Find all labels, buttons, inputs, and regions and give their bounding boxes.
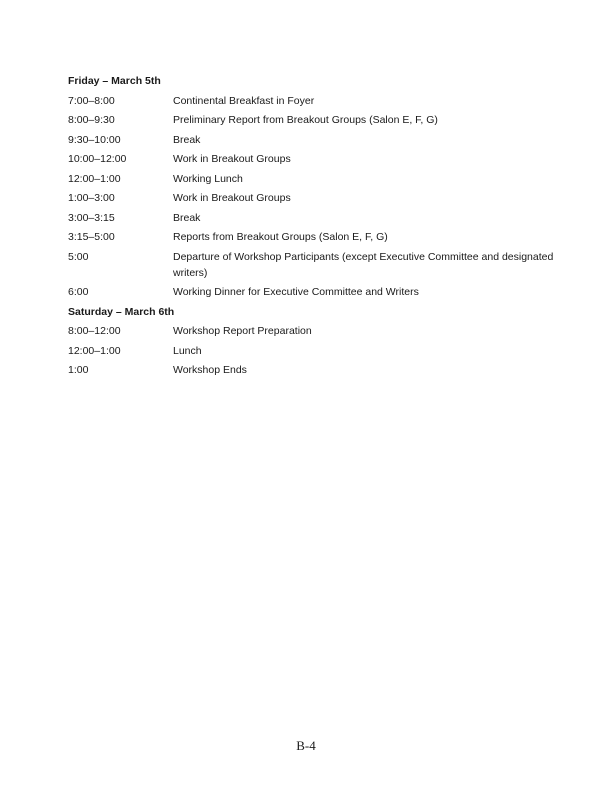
schedule-row <box>68 343 544 359</box>
schedule-row <box>68 249 554 281</box>
event-cell: Reports from Breakout Groups (Salon E, F, G) <box>173 231 388 243</box>
time-cell: 5:00 <box>68 250 89 263</box>
time-cell: 1:00–3:00 <box>68 192 115 204</box>
schedule-row <box>68 151 544 167</box>
event-cell: Lunch <box>173 344 202 357</box>
schedule-row <box>68 210 544 226</box>
event-cell: Work in Breakout Groups <box>173 192 291 204</box>
schedule-row <box>68 112 544 128</box>
day-heading: Friday – March 5th <box>68 75 161 87</box>
schedule-row <box>68 284 544 300</box>
time-cell: 3:15–5:00 <box>68 231 115 243</box>
time-cell: 8:00–9:30 <box>68 114 115 126</box>
schedule-row <box>68 362 544 378</box>
page-number: B-4 <box>296 738 316 753</box>
time-cell: 7:00–8:00 <box>68 94 115 107</box>
event-cell: Workshop Ends <box>173 364 247 376</box>
event-cell: Preliminary Report from Breakout Groups (Salon E, F, G) <box>173 114 438 126</box>
day-section <box>68 73 554 300</box>
event-cell: Continental Breakfast in Foyer <box>173 94 315 107</box>
schedule-row <box>68 323 544 339</box>
schedule-row <box>68 229 544 245</box>
schedule-row <box>68 93 544 109</box>
day-heading: Saturday – March 6th <box>68 305 175 318</box>
schedule-row <box>68 190 544 206</box>
event-cell: Working Dinner for Executive Committee and Writers <box>173 286 419 298</box>
workshop-schedule <box>68 73 554 382</box>
event-cell: Break <box>173 211 201 224</box>
day-rows <box>68 323 544 378</box>
event-cell: Work in Breakout Groups <box>173 153 291 165</box>
time-cell: 9:30–10:00 <box>68 133 121 146</box>
time-cell: 12:00–1:00 <box>68 172 121 185</box>
event-cell: Working Lunch <box>173 172 243 185</box>
day-rows <box>68 93 554 301</box>
time-cell: 10:00–12:00 <box>68 153 127 165</box>
time-cell: 12:00–1:00 <box>68 344 121 357</box>
schedule-row <box>68 132 544 148</box>
event-cell: Departure of Workshop Participants (except Executive Committee and designated writers) <box>173 250 554 279</box>
time-cell: 1:00 <box>68 364 89 376</box>
time-cell: 6:00 <box>68 286 89 298</box>
time-cell: 8:00–12:00 <box>68 325 121 337</box>
schedule-row <box>68 171 544 187</box>
event-cell: Workshop Report Preparation <box>173 325 312 337</box>
day-section <box>68 304 544 379</box>
event-cell: Break <box>173 133 201 146</box>
time-cell: 3:00–3:15 <box>68 211 115 224</box>
